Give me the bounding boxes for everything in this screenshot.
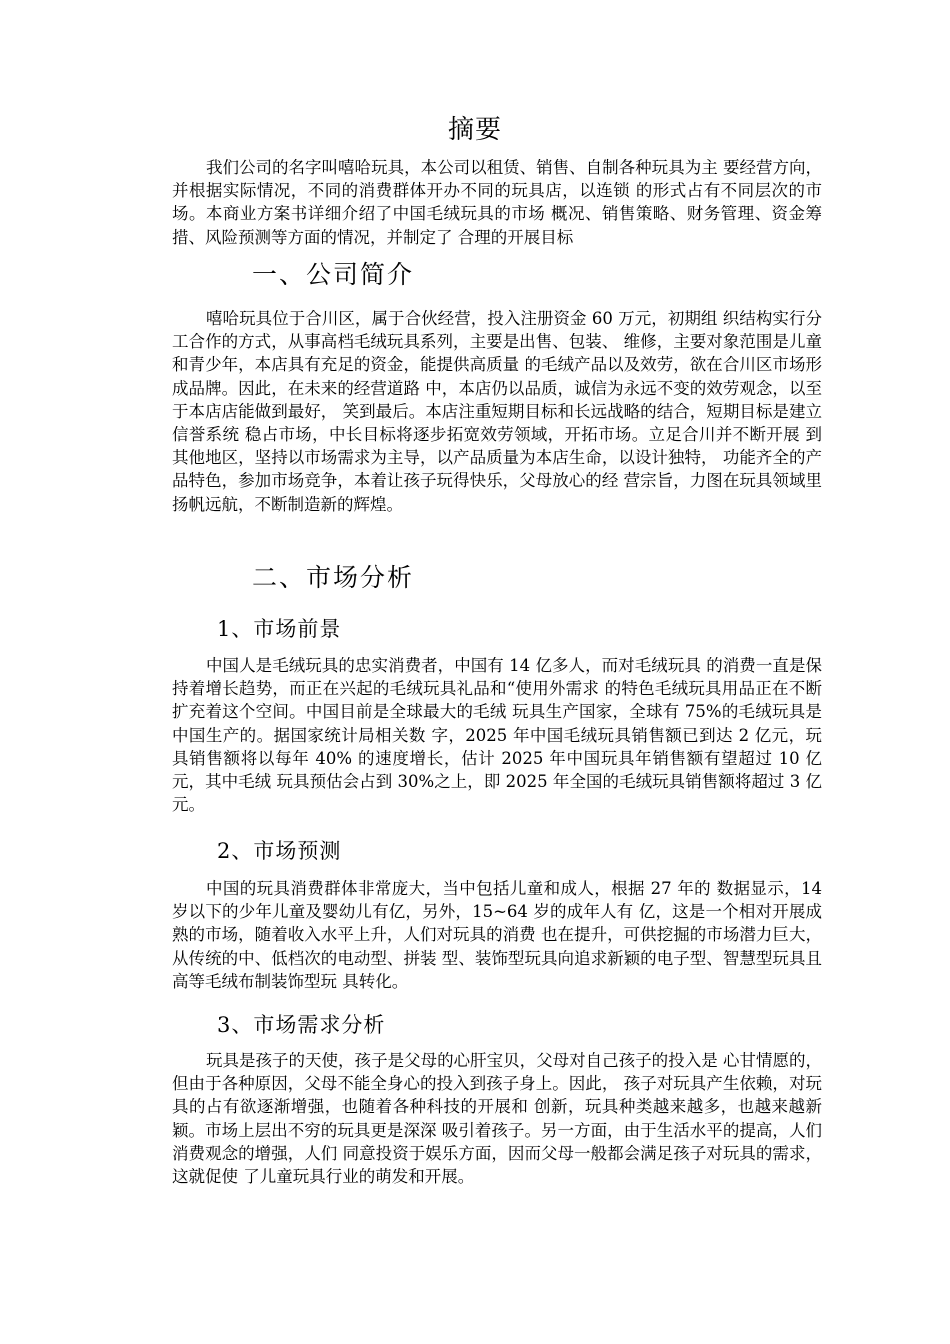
abstract-paragraph: 我们公司的名字叫嘻哈玩具，本公司以租赁、销售、自制各种玩具为主 要经营方向，并根据实际情况，不同的消费群体开办不同的玩具店，以连锁 的形式占有不同层次的市场。本商业方案书详细介绍了中国毛绒玩具的市场 概况、销售策略、财务管理、资金筹措、风险预测等方面的情况，并制定了 合理的开展目标 xyxy=(172,158,822,247)
demand-analysis-paragraph: 玩具是孩子的天使，孩子是父母的心肝宝贝，父母对自己孩子的投入是 心甘情愿的，但由于各种原因，父母不能全身心的投入到孩子身上。因此， 孩子对玩具产生依赖，对玩具的占有欲逐渐增强，也随着各种科技的开展和 创新，玩具种类越来越多，也越来越新颖。市场上层出不穷的玩具更是深深 吸引着孩子。另一方面，由于生活水平的提高，人们消费观念的增强，人们 同意投资于娱乐方面，因而父母一般都会满足孩子对玩具的需求，这就促使 了儿童玩具行业的萌发和开展。 xyxy=(172,1051,822,1187)
subsection-heading-market-forecast: 2、市场预测 xyxy=(217,839,342,863)
market-outlook-paragraph: 中国人是毛绒玩具的忠实消费者，中国有 14 亿多人，而对毛绒玩具 的消费一直是保持着增长趋势，而正在兴起的毛绒玩具礼品和“使用外需求 的特色毛绒玩具用品正在不断扩充着这个空间。中国目前是全球最大的毛绒 玩具生产国家，全球有 75%的毛绒玩具是中国生产的。据国家统计局相关数 字，2025 年中国毛绒玩具销售额已到达 2 亿元，玩具销售额将以每年 40% 的速度增长，估计 2025 年中国玩具年销售额有望超过 10 亿元，其中毛绒 玩具预估会占到 30%之上，即 2025 年全国的毛绒玩具销售额将超过 3 亿 元。 xyxy=(172,656,822,815)
subsection-heading-market-outlook: 1、市场前景 xyxy=(217,617,342,641)
market-forecast-paragraph: 中国的玩具消费群体非常庞大，当中包括儿童和成人，根据 27 年的 数据显示，14 岁以下的少年儿童及婴幼儿有亿，另外，15~64 岁的成年人有 亿，这是一个相对开展成熟的市场，随着收入水平上升，人们对玩具的消费 也在提升，可供挖掘的市场潜力巨大，从传统的中、低档次的电动型、拼装 型、装饰型玩具向追求新颖的电子型、智慧型玩具且高等毛绒布制装饰型玩 具转化。 xyxy=(172,879,822,991)
page-title: 摘要 xyxy=(447,115,502,145)
section-heading-market-analysis: 二、市场分析 xyxy=(252,563,415,592)
company-intro-paragraph: 嘻哈玩具位于合川区，属于合伙经营，投入注册资金 60 万元，初期组 织结构实行分工合作的方式，从事高档毛绒玩具系列，主要是出售、包装、 维修，主要对象范围是儿童和青少年，本店具有充足的资金，能提供高质量 的毛绒产品以及效劳，欲在合川区市场形成品牌。因此，在未来的经营道路 中，本店仍以品质，诚信为永远不变的效劳观念，以至于本店店能做到最好， 笑到最后。本店注重短期目标和长远战略的结合，短期目标是建立信誉系统 稳占市场，中长目标将逐步拓宽效劳领域，开拓市场。立足合川并不断开展 到其他地区，坚持以市场需求为主导，以产品质量为本店生命，以设计独特， 功能齐全的产品特色，参加市场竞争，本着让孩子玩得快乐，父母放心的经 营宗旨，力图在玩具领域里扬帆远航，不断制造新的辉煌。 xyxy=(172,309,822,514)
subsection-heading-demand-analysis: 3、市场需求分析 xyxy=(217,1013,386,1037)
section-heading-company-intro: 一、公司简介 xyxy=(252,260,415,289)
